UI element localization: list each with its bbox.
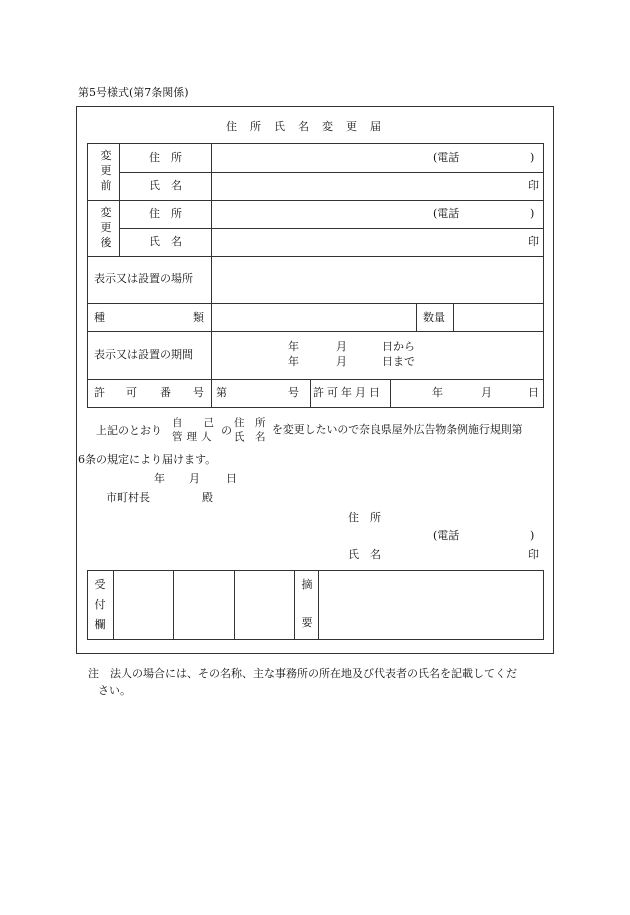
permit-date-label: 許可年月日	[313, 386, 383, 399]
applicant-phone-open: (電話	[433, 529, 460, 542]
addressee-tono: 殿	[202, 491, 213, 504]
period-to-year: 年	[288, 355, 299, 368]
period-from-month: 月	[336, 340, 347, 353]
after-label-char: 変	[100, 206, 112, 219]
applicant-address-label: 住 所	[348, 511, 381, 524]
permit-label-char: 可	[126, 386, 137, 399]
permit-number-go: 号	[288, 386, 299, 399]
col-divider	[113, 571, 114, 640]
quantity-label: 数量	[423, 311, 445, 324]
before-phone-close: )	[530, 151, 535, 164]
after-label-char: 更	[100, 221, 112, 234]
period-to-day: 日まで	[382, 355, 415, 368]
note-line1: 法人の場合には、その名称、主な事務所の所在地及び代表者の氏名を記載してくだ	[110, 667, 517, 680]
body-addr-top: 住 所	[234, 417, 266, 429]
row-divider	[88, 200, 544, 201]
type-label-second: 類	[193, 311, 204, 324]
form-number-label: 第5号様式(第7条関係)	[78, 86, 189, 99]
col-divider	[390, 379, 391, 408]
col-divider	[310, 379, 311, 408]
period-label: 表示又は設置の期間	[94, 348, 193, 361]
period-to-month: 月	[336, 355, 347, 368]
row-divider	[119, 172, 544, 173]
permit-label-char: 号	[193, 386, 204, 399]
addressee: 市町村長	[106, 491, 150, 504]
before-seal: 印	[528, 179, 539, 192]
after-seal: 印	[528, 235, 539, 248]
body-rest: を変更したいので奈良県屋外広告物条例施行規則第	[272, 423, 523, 436]
location-label: 表示又は設置の場所	[94, 272, 193, 285]
applicant-name-label: 氏 名	[348, 548, 381, 561]
note-line2: さい。	[98, 684, 131, 697]
body-no: の	[221, 424, 232, 437]
permit-date-year: 年	[432, 386, 443, 399]
row-divider	[88, 256, 544, 257]
date-month: 月	[189, 472, 200, 485]
row-divider	[88, 379, 544, 380]
row-divider	[119, 228, 544, 229]
col-divider	[234, 571, 235, 640]
receipt-label-char: 欄	[94, 618, 106, 631]
before-name-label: 氏名	[149, 179, 193, 192]
col-divider	[318, 571, 319, 640]
permit-number-dai: 第	[216, 386, 227, 399]
body-self-top: 自 己	[172, 417, 214, 429]
col-divider	[173, 571, 174, 640]
before-label-char: 前	[100, 179, 112, 192]
after-phone-open: (電話	[433, 207, 460, 220]
after-address-label: 住所	[149, 207, 193, 220]
summary-label-char: 要	[301, 616, 313, 629]
permit-label-char: 番	[160, 386, 171, 399]
body-self-bottom: 管理人	[172, 431, 216, 443]
body-line2: 6条の規定により届けます。	[78, 453, 217, 466]
row-divider	[88, 303, 544, 304]
permit-date-day: 日	[528, 386, 539, 399]
note-mark: 注	[88, 667, 99, 680]
col-divider	[211, 144, 212, 408]
col-divider	[453, 303, 454, 331]
receipt-label-char: 受	[94, 578, 106, 591]
body-lead: 上記のとおり	[96, 424, 162, 437]
date-year: 年	[154, 472, 165, 485]
before-label-char: 更	[100, 164, 112, 177]
date-day: 日	[226, 472, 237, 485]
col-divider	[294, 571, 295, 640]
after-phone-close: )	[530, 207, 535, 220]
permit-label-char: 許	[94, 386, 105, 399]
receipt-table	[87, 570, 544, 640]
applicant-phone-close: )	[530, 529, 535, 542]
summary-label-char: 摘	[301, 578, 313, 591]
row-divider	[88, 331, 544, 332]
col-divider	[416, 303, 417, 331]
applicant-seal: 印	[528, 548, 539, 561]
receipt-label-char: 付	[94, 598, 106, 611]
after-label-char: 後	[100, 236, 112, 249]
after-name-label: 氏名	[149, 235, 193, 248]
before-phone-open: (電話	[433, 151, 460, 164]
form-title: 住所氏名変更届	[226, 120, 394, 133]
body-addr-bottom: 氏 名	[234, 431, 266, 443]
before-address-label: 住所	[149, 151, 193, 164]
before-label-char: 変	[100, 149, 112, 162]
col-divider	[119, 144, 120, 256]
period-from-day: 日から	[382, 340, 415, 353]
period-from-year: 年	[288, 340, 299, 353]
permit-date-month: 月	[481, 386, 492, 399]
type-label-first: 種	[94, 311, 105, 324]
